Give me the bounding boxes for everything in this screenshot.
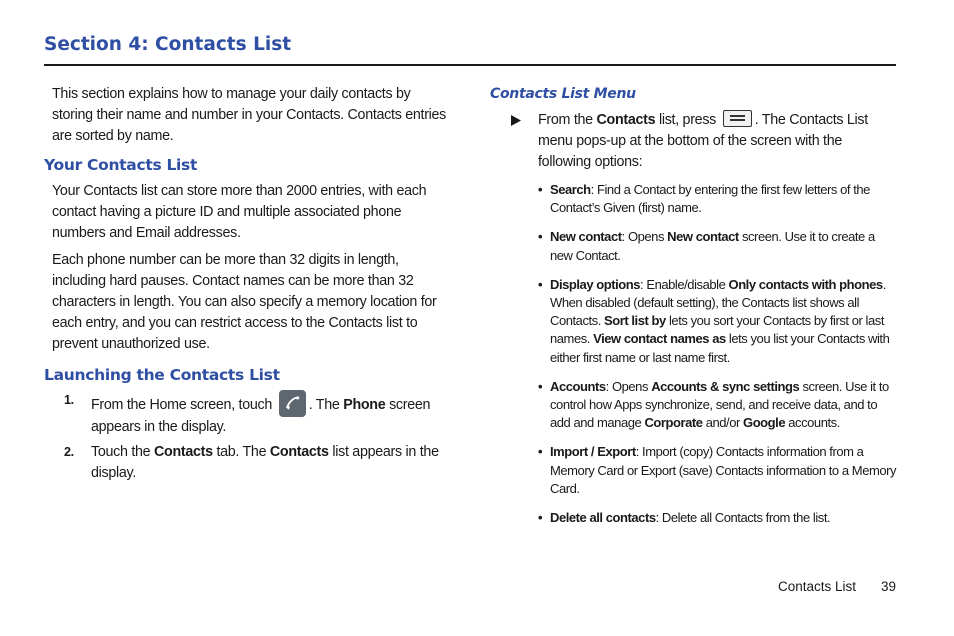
option-text: : Delete all Contacts from the list.	[655, 510, 831, 526]
step-text: Touch the	[91, 444, 154, 460]
option-label: New contact	[550, 229, 622, 245]
option-display-options	[538, 276, 898, 367]
step-number: 2.	[64, 445, 74, 459]
footer-page-number: 39	[880, 579, 896, 594]
intro-text: From the	[538, 112, 597, 128]
right-column	[490, 84, 898, 538]
option-bold: Google	[743, 415, 786, 431]
option-text: . When disabled (default setting), the Contacts list shows all Contacts.	[550, 276, 886, 329]
option-search	[538, 181, 898, 217]
option-accounts	[538, 378, 898, 433]
your-contacts-paragraph-1: Your Contacts list can store more than 2000 entries, with each contact having a picture ID and multiple associated phone numbers and Email addresses.	[52, 183, 427, 241]
section-title: Section 4: Contacts List	[44, 34, 292, 55]
option-text: : Opens	[605, 378, 652, 394]
option-label: Display options	[550, 276, 641, 292]
option-label: Accounts	[550, 378, 606, 394]
option-text: : Find a Contact by entering the first few letters of the Contact’s Given (first) name.	[550, 182, 870, 216]
triangle-bullet-icon	[511, 115, 521, 126]
step-text: tab. The	[212, 444, 270, 460]
bullet: •	[538, 276, 543, 292]
bullet: •	[538, 444, 543, 460]
bullet: •	[538, 229, 543, 245]
heading-launching-contacts-list: Launching the Contacts List	[44, 366, 280, 384]
option-text: : Import (copy) Contacts information from a Memory Card or Export (save) Contacts information to a Memory Card.	[550, 444, 897, 496]
option-bold: Only contacts with phones	[728, 276, 883, 292]
option-text: : Enable/disable	[640, 276, 729, 292]
menu-options-list	[490, 181, 898, 527]
option-text: screen. Use it to control how Apps synchronize, send, and receive data, and to add and manage	[550, 378, 889, 431]
phone-label: Phone	[343, 397, 386, 413]
option-label: Import / Export	[550, 444, 636, 460]
option-import-export	[538, 443, 898, 498]
bullet: •	[538, 182, 543, 197]
option-bold: Corporate	[644, 415, 703, 431]
option-delete-all-contacts	[538, 509, 898, 527]
step-number: 1.	[64, 393, 74, 407]
option-text: accounts.	[785, 415, 840, 431]
option-bold: Sort list by	[604, 313, 666, 329]
contacts-list-label: Contacts	[269, 444, 329, 460]
title-rule	[44, 64, 896, 66]
step-text: From the Home screen, touch	[91, 397, 273, 413]
intro-text: list, press	[655, 112, 717, 128]
option-bold: New contact	[667, 229, 739, 245]
footer-section-label: Contacts List	[777, 579, 856, 594]
step-text: list appears in the display.	[91, 444, 439, 481]
step-text: . The	[308, 397, 344, 413]
option-bold: Accounts & sync settings	[651, 378, 800, 394]
option-new-contact	[538, 228, 898, 264]
menu-intro	[490, 110, 898, 173]
option-label: Search	[550, 182, 591, 197]
left-column	[44, 84, 454, 488]
option-label: Delete all contacts	[550, 510, 656, 526]
bullet: •	[538, 510, 543, 526]
contacts-tab-label: Contacts	[153, 444, 213, 460]
bullet: •	[538, 378, 543, 394]
step-1	[64, 390, 454, 438]
heading-contacts-list-menu: Contacts List Menu	[490, 86, 636, 102]
menu-key-icon	[723, 110, 752, 127]
launch-steps	[44, 390, 454, 484]
phone-icon	[279, 390, 306, 417]
option-text: : Opens	[621, 229, 668, 245]
option-text: lets you list your Contacts with either first name or last name first.	[550, 331, 890, 365]
option-text: and/or	[702, 415, 744, 431]
heading-your-contacts-list: Your Contacts List	[44, 156, 198, 174]
your-contacts-paragraph-2: Each phone number can be more than 32 digits in length, including hard pauses. Contact names can be more than 32 characters in length. You can also specify a memory location for each entry, and you can restrict access to the Contacts list to prevent unauthorized use.	[52, 252, 437, 352]
option-bold: View contact names as	[593, 331, 726, 347]
intro-text: . The Contacts List menu pops-up at the bottom of the screen with the following options:	[538, 112, 868, 170]
step-text: screen appears in the display.	[91, 397, 431, 435]
intro-paragraph: This section explains how to manage your daily contacts by storing their name and number in your Contacts. Contacts entries are sorted by name.	[52, 86, 447, 144]
option-text: screen. Use it to create a new Contact.	[550, 229, 875, 263]
contacts-label: Contacts	[596, 112, 656, 128]
option-text: lets you sort your Contacts by first or last names.	[550, 313, 884, 347]
step-2	[64, 442, 454, 484]
